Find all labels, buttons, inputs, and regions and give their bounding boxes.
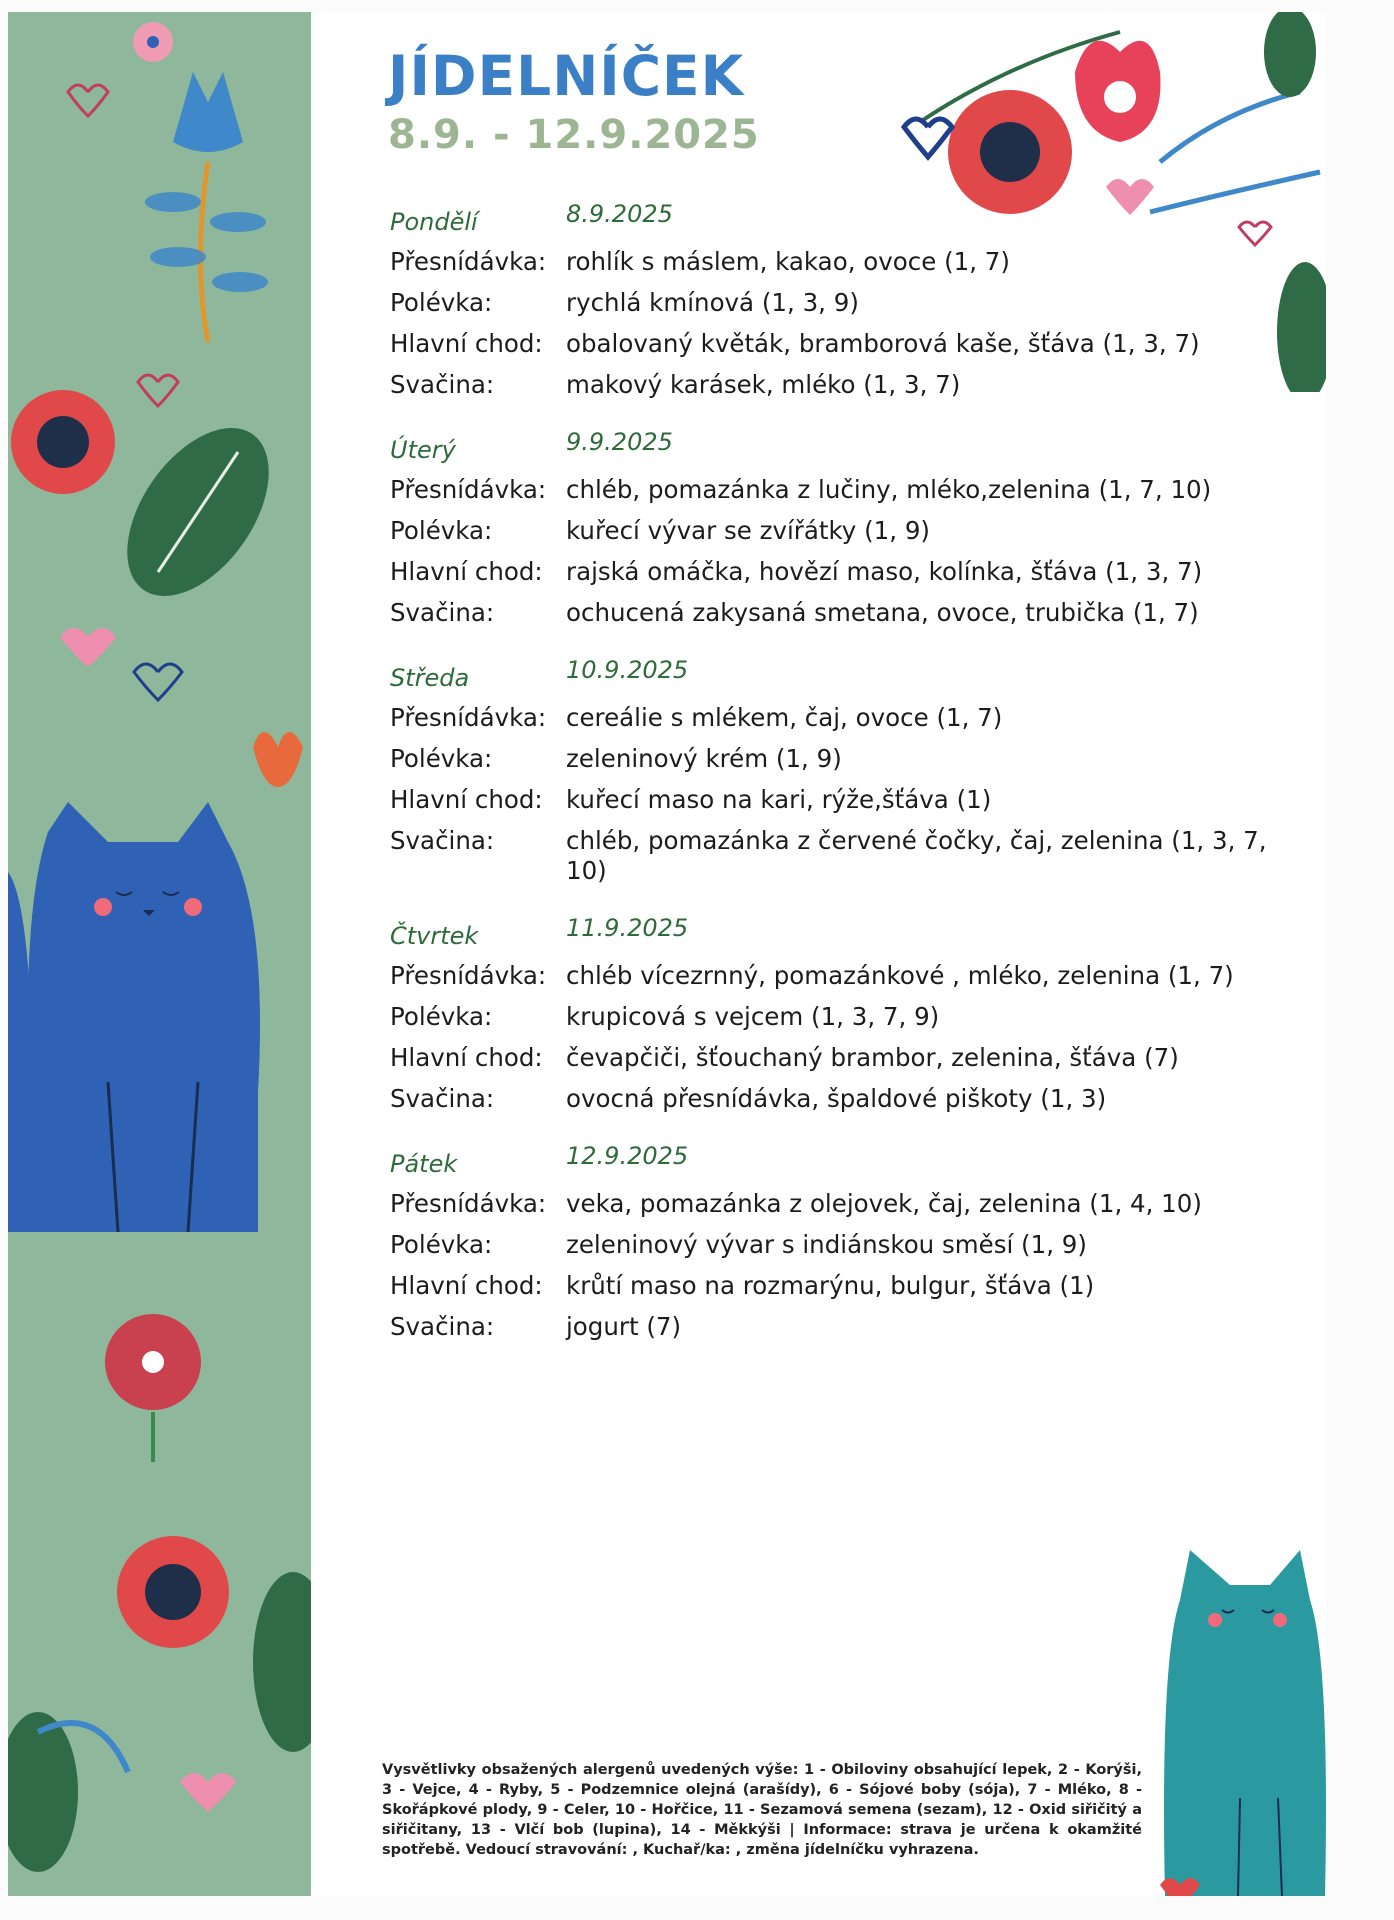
day-date: 12.9.2025 <box>566 1142 689 1170</box>
meal-row-breakfast <box>390 703 1270 733</box>
day-date: 9.9.2025 <box>566 428 673 456</box>
meal-value: rychlá kmínová (1, 3, 9) <box>566 288 859 317</box>
meal-value: krupicová s vejcem (1, 3, 7, 9) <box>566 1002 940 1031</box>
meal-value: zeleninový krém (1, 9) <box>566 744 842 773</box>
meal-label: Polévka: <box>390 288 493 317</box>
green-leaf-icon <box>1264 12 1316 97</box>
meal-row-soup <box>390 1230 1270 1260</box>
meal-row-main <box>390 1271 1270 1301</box>
week-date-range: 8.9. - 12.9.2025 <box>388 112 760 158</box>
red-flower-icon <box>117 1536 229 1648</box>
meal-value: makový karásek, mléko (1, 3, 7) <box>566 370 961 399</box>
day-name: Úterý <box>390 436 456 464</box>
tulip-icon <box>1075 41 1161 142</box>
meal-label: Hlavní chod: <box>390 1271 543 1300</box>
blue-cat-illustration <box>8 802 260 1232</box>
meal-row-main <box>390 329 1270 359</box>
green-leaf-icon <box>253 1572 311 1752</box>
decorative-left-strip <box>8 12 311 1896</box>
meal-row-breakfast <box>390 475 1270 505</box>
meal-value: rajská omáčka, hovězí maso, kolínka, šťáva (1, 3, 7) <box>566 557 1203 586</box>
meal-label: Přesnídávka: <box>390 247 547 276</box>
meal-value: zeleninový vývar s indiánskou směsí (1, 9) <box>566 1230 1087 1259</box>
meal-value: rohlík s máslem, kakao, ovoce (1, 7) <box>566 247 1010 276</box>
orange-flower-icon <box>253 732 303 787</box>
meal-label: Polévka: <box>390 744 493 773</box>
meal-value: cereálie s mlékem, čaj, ovoce (1, 7) <box>566 703 1003 732</box>
meal-row-soup <box>390 1002 1270 1032</box>
meal-row-snack <box>390 1084 1270 1114</box>
meal-row-soup <box>390 516 1270 546</box>
heart-icon <box>138 375 178 406</box>
heart-icon <box>134 664 182 700</box>
meal-value: veka, pomazánka z olejovek, čaj, zelenina (1, 4, 10) <box>566 1189 1202 1218</box>
meal-label: Svačina: <box>390 1084 495 1113</box>
meal-label: Přesnídávka: <box>390 475 547 504</box>
day-tuesday <box>390 424 1270 628</box>
meal-value: čevapčiči, šťouchaný brambor, zelenina, šťáva (7) <box>566 1043 1179 1072</box>
day-name: Pátek <box>390 1150 458 1178</box>
green-leaf-icon <box>8 1712 78 1872</box>
blue-tulip-icon <box>145 72 268 342</box>
meal-row-breakfast <box>390 1189 1270 1219</box>
day-thursday <box>390 910 1270 1114</box>
meal-value: chléb, pomazánka z červené čočky, čaj, zelenina (1, 3, 7, 10) <box>566 826 1267 885</box>
meal-label: Hlavní chod: <box>390 1043 543 1072</box>
weekly-menu <box>390 196 1270 1366</box>
meal-row-main <box>390 1043 1270 1073</box>
day-wednesday <box>390 652 1270 886</box>
meal-label: Hlavní chod: <box>390 329 543 358</box>
meal-row-snack <box>390 598 1270 628</box>
pink-flower-icon <box>133 22 173 62</box>
day-date: 11.9.2025 <box>566 914 689 942</box>
day-name: Čtvrtek <box>390 922 479 950</box>
red-flower-icon <box>11 390 115 494</box>
heart-icon <box>60 628 116 667</box>
meal-label: Svačina: <box>390 598 495 627</box>
day-friday <box>390 1138 1270 1342</box>
day-monday <box>390 196 1270 400</box>
meal-label: Hlavní chod: <box>390 785 543 814</box>
meal-value: kuřecí maso na kari, rýže,šťáva (1) <box>566 785 992 814</box>
meal-label: Přesnídávka: <box>390 703 547 732</box>
meal-value: chléb vícezrnný, pomazánkové , mléko, zelenina (1, 7) <box>566 961 1234 990</box>
meal-row-snack <box>390 370 1270 400</box>
meal-label: Přesnídávka: <box>390 961 547 990</box>
meal-value: jogurt (7) <box>566 1312 682 1341</box>
day-name: Pondělí <box>390 208 478 236</box>
meal-row-main <box>390 557 1270 587</box>
meal-label: Polévka: <box>390 1002 493 1031</box>
heart-icon <box>180 1773 236 1812</box>
red-flower-icon <box>105 1314 201 1462</box>
day-name: Středa <box>390 664 470 692</box>
meal-value: chléb, pomazánka z lučiny, mléko,zelenina (1, 7, 10) <box>566 475 1212 504</box>
heart-icon <box>68 85 108 116</box>
meal-row-breakfast <box>390 961 1270 991</box>
branch-icon <box>1160 92 1300 162</box>
page-title: JÍDELNÍČEK <box>388 44 745 108</box>
meal-label: Svačina: <box>390 370 495 399</box>
meal-label: Svačina: <box>390 826 495 855</box>
meal-label: Polévka: <box>390 516 493 545</box>
meal-label: Přesnídávka: <box>390 1189 547 1218</box>
meal-row-soup <box>390 744 1270 774</box>
teal-cat-illustration <box>1160 1540 1326 1896</box>
meal-row-breakfast <box>390 247 1270 277</box>
meal-value: krůtí maso na rozmarýnu, bulgur, šťáva (1) <box>566 1271 1095 1300</box>
meal-row-snack <box>390 1312 1270 1342</box>
day-date: 8.9.2025 <box>566 200 673 228</box>
meal-label: Svačina: <box>390 1312 495 1341</box>
heart-icon <box>904 119 952 157</box>
green-leaf-icon <box>1277 262 1326 392</box>
meal-label: Polévka: <box>390 1230 493 1259</box>
meal-value: ovocná přesnídávka, špaldové piškoty (1, 3) <box>566 1084 1107 1113</box>
meal-value: kuřecí vývar se zvířátky (1, 9) <box>566 516 930 545</box>
meal-value: ochucená zakysaná smetana, ovoce, trubička (1, 7) <box>566 598 1199 627</box>
day-date: 10.9.2025 <box>566 656 689 684</box>
meal-row-main <box>390 785 1270 815</box>
meal-row-soup <box>390 288 1270 318</box>
green-leaf-icon <box>98 403 297 622</box>
meal-row-snack <box>390 826 1270 886</box>
meal-value: obalovaný květák, bramborová kaše, šťáva (1, 3, 7) <box>566 329 1200 358</box>
meal-label: Hlavní chod: <box>390 557 543 586</box>
allergen-footnote: Vysvětlivky obsažených alergenů uvedených výše: 1 - Obiloviny obsahující lepek, 2 - Korýši, 3 - Vejce, 4 - Ryby, 5 - Podzemnice olejná (arašídy), 6 - Sójové boby (sója), 7 - Mléko, 8 - Skořápkové plody, 9 - Celer, 10 - Hořčice, 11 - Sezamová semena (sezam), 12 - Oxid siřičitý a siřičitany, 13 - Vlčí bob (lupina), 14 - Měkkýši | Informace: strava je určena k okamžité spotřebě. Vedoucí stravování: , Kuchař/ka: , změna jídelníčku vyhrazena. <box>382 1761 1142 1858</box>
